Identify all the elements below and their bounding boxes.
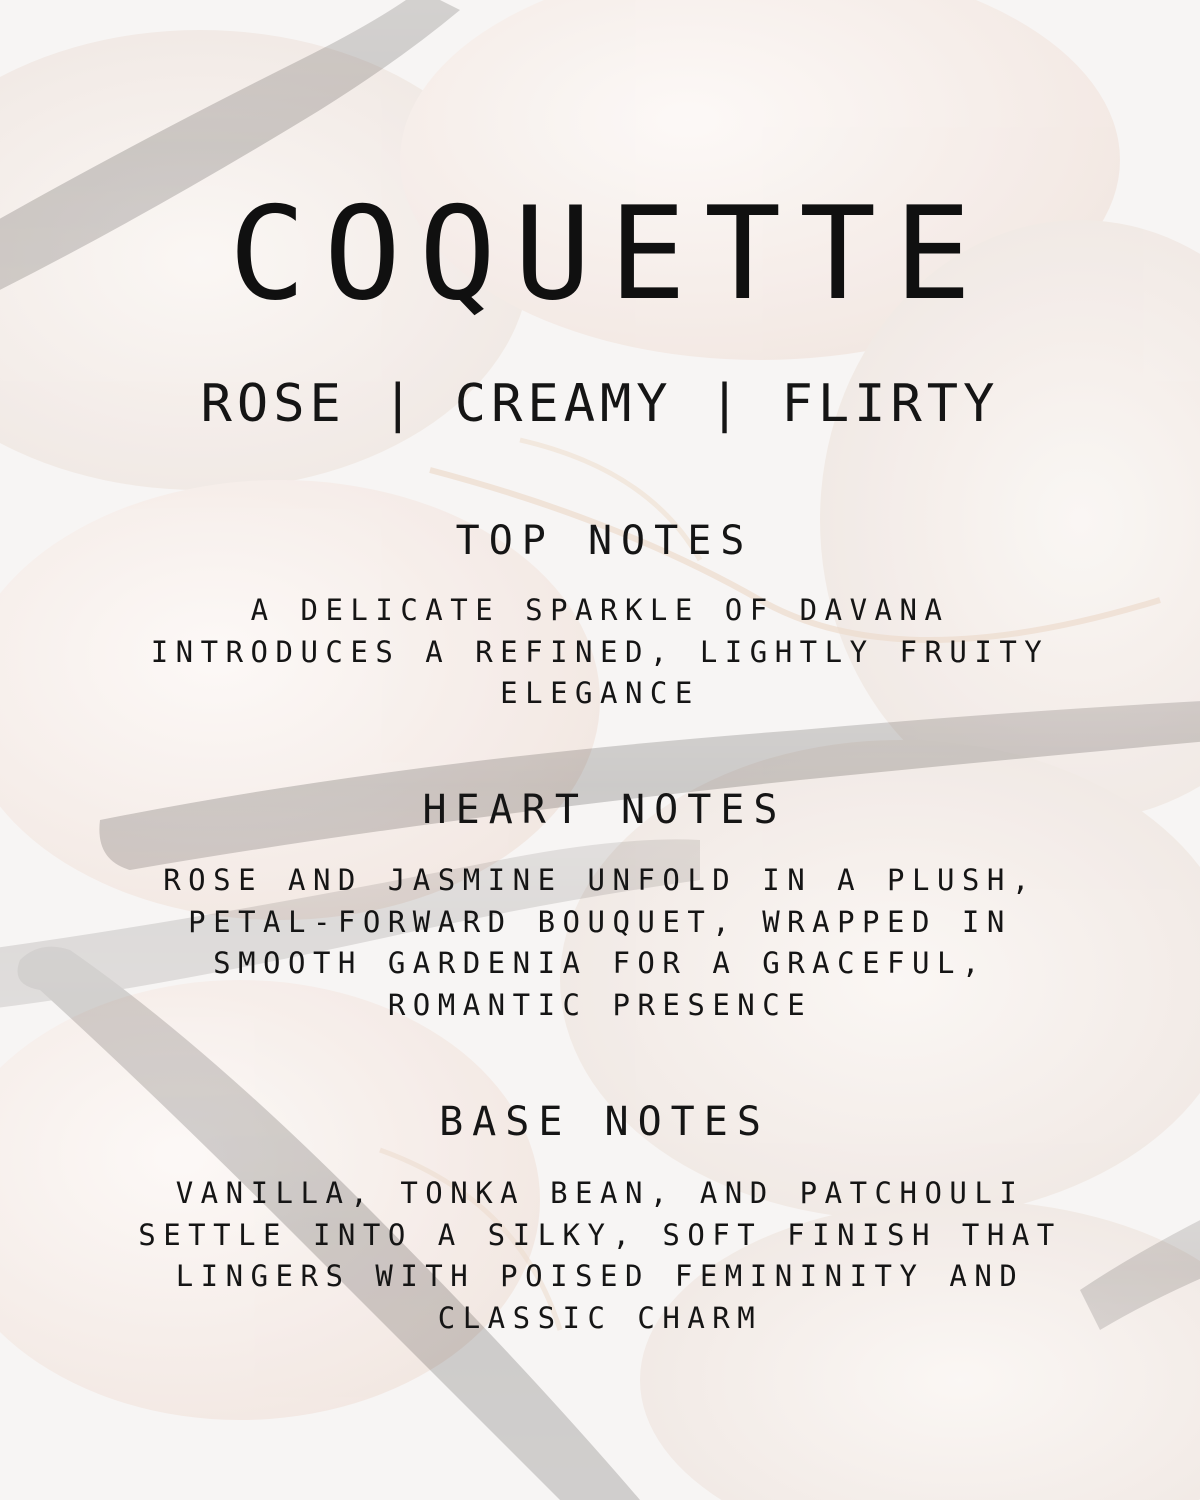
scent-tagline: ROSE | CREAMY | FLIRTY <box>200 374 1000 434</box>
top-notes-line: ELEGANCE <box>500 676 700 710</box>
heart-notes-heading: HEART NOTES <box>422 787 787 833</box>
base-notes-line: VANILLA, TONKA BEAN, AND PATCHOULI <box>175 1176 1025 1210</box>
top-notes-heading: TOP NOTES <box>455 518 754 564</box>
base-notes-description <box>100 1173 1100 1339</box>
heart-notes-line: ROMANTIC PRESENCE <box>387 987 813 1022</box>
product-title: COQUETTE <box>228 180 990 329</box>
heart-notes-line: PETAL-FORWARD BOUQUET, WRAPPED IN <box>188 904 1012 939</box>
heart-notes-line: SMOOTH GARDENIA FOR A GRACEFUL, <box>213 946 987 980</box>
base-notes-line: LINGERS WITH POISED FEMININITY AND <box>175 1259 1025 1293</box>
base-notes-line: SETTLE INTO A SILKY, SOFT FINISH THAT <box>138 1217 1062 1252</box>
heart-notes-line: ROSE AND JASMINE UNFOLD IN A PLUSH, <box>163 863 1037 897</box>
top-notes-line: INTRODUCES A REFINED, LIGHTLY FRUITY <box>150 634 1050 669</box>
top-notes-description <box>100 590 1100 715</box>
heart-notes-description <box>100 860 1100 1026</box>
base-notes-heading: BASE NOTES <box>439 1099 770 1145</box>
base-notes-line: CLASSIC CHARM <box>437 1300 763 1335</box>
top-notes-line: A DELICATE SPARKLE OF DAVANA <box>250 593 950 627</box>
